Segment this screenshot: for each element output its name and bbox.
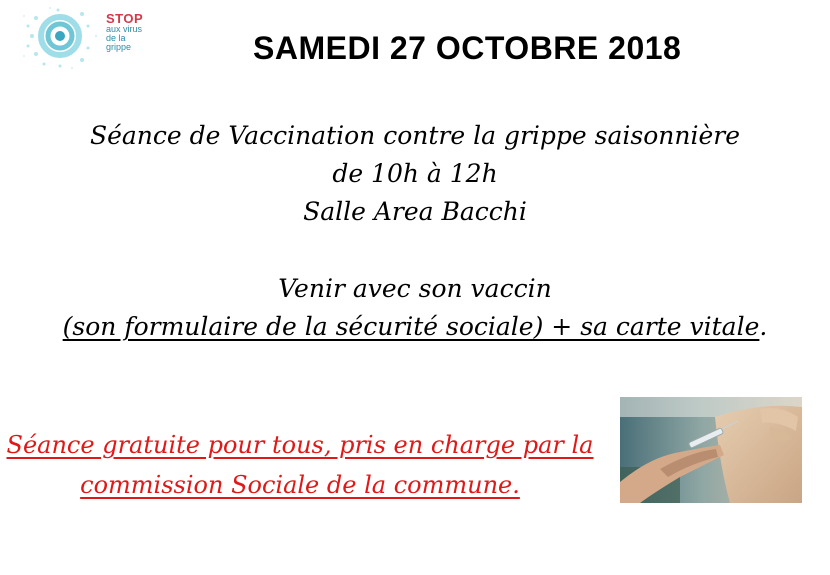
session-details <box>0 117 830 231</box>
session-location: Salle Area Bacchi <box>303 197 527 226</box>
instruction-line-2-text: (son formulaire de la sécurité sociale) + sa carte vitale <box>62 312 760 341</box>
instruction-line-1: Venir avec son vaccin <box>278 274 552 303</box>
logo-line-3: de la <box>106 33 126 43</box>
logo-stop: STOP <box>106 11 144 26</box>
page-title-date: SAMEDI 27 OCTOBRE 2018 <box>253 30 682 66</box>
vaccination-photo <box>620 397 802 503</box>
session-hours: de 10h à 12h <box>332 159 498 188</box>
notice-line-1: Séance gratuite pour tous, pris en charge par la <box>6 431 594 459</box>
instructions <box>0 270 830 346</box>
instruction-line-2-period: . <box>759 312 768 341</box>
free-session-notice <box>0 425 600 505</box>
vaccination-image <box>620 397 802 503</box>
session-title: Séance de Vaccination contre la grippe saisonnière <box>89 121 740 150</box>
notice-line-2: commission Sociale de la commune. <box>80 471 520 499</box>
logo-text <box>106 12 143 52</box>
logo-line-2: aux virus <box>106 24 143 34</box>
instruction-line-2 <box>0 308 830 346</box>
logo-virus-icon <box>22 6 112 70</box>
logo <box>22 6 152 70</box>
logo-line-4: grippe <box>106 42 132 52</box>
